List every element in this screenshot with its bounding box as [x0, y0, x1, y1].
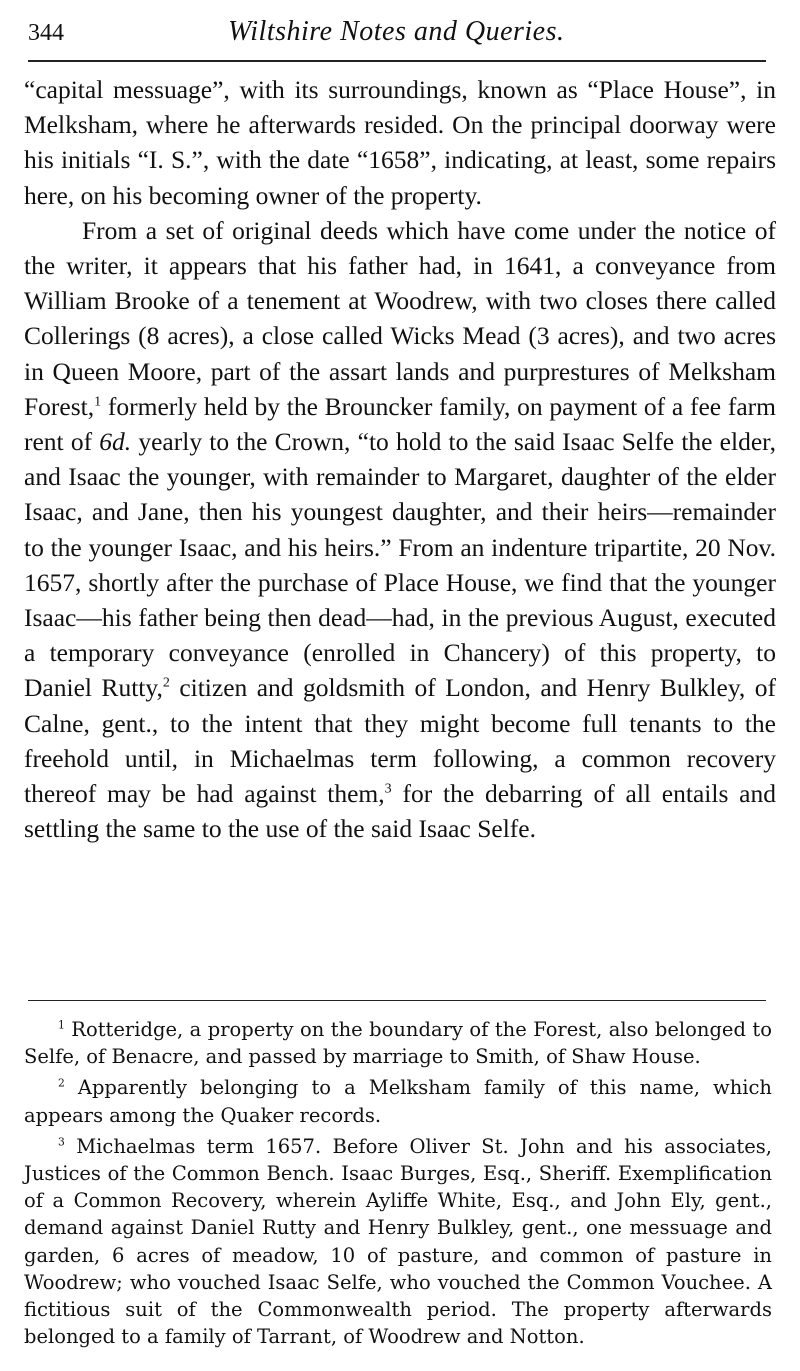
footnotes — [24, 1016, 772, 1354]
main-text — [24, 72, 776, 846]
paragraph-2-part-1: From a set of original deeds which have come under the notice of the writer, it appears that his father had, in 1641, a conveyance from William Brooke of a tenement at Woodrew, with two closes there called Collerings (8 acres), a close called Wicks Mead (3 acres), and two acres in Queen Moore, part of the assart lands and purprestures of Melksham Forest, — [24, 215, 776, 421]
footnote-3 — [24, 1133, 772, 1351]
page-number: 344 — [28, 20, 64, 46]
paragraph-2-part-3: yearly to the Crown, “to hold to the said Isaac Selfe the elder, and Isaac the younger, with remainder to Margaret, daughter of the elder Isaac, and Jane, then his youngest daughter, and their heirs—remainder to the younger Isaac, and his heirs.” From an indenture tripartite, 20 Nov. 1657, shortly after the purchase of Place House, we find that the younger Isaac—his father being then dead—had, in the previous August, executed a temporary conveyance (enrolled in Chancery) of this property, to Daniel Rutty, — [24, 427, 776, 703]
footnote-3-text: Michaelmas term 1657. Before Oliver St. John and his associates, Justices of the Common Bench. Isaac Burges, Esq., Sheriff. Exemplification of a Common Recovery, wherein Ayliffe White, Esq., and John Ely, gent., demand against Daniel Rutty and Henry Bulkley, gent., one messuage and garden, 6 acres of meadow, 10 of pasture, and common of pasture in Woodrew; who vouched Isaac Selfe, who vouched the Common Vouchee. A fictitious suit of the Commonwealth period. The property afterwards belonged to a family of Tarrant, of Woodrew and Notton. — [24, 1134, 772, 1349]
paragraph-2-part-2: formerly held by the Brouncker family, on payment of a fee farm rent of — [24, 391, 776, 457]
footnote-1 — [24, 1016, 772, 1070]
footnote-1-text: Rotteridge, a property on the boundary of the Forest, also belonged to Selfe, of Benacre, and passed by marriage to Smith, of Shaw House. — [24, 1018, 772, 1069]
footnote-ref-1: 1 — [94, 394, 102, 410]
footnote-ref-2: 2 — [162, 675, 170, 691]
paragraph-2 — [24, 213, 776, 847]
paragraph-2-part-4: citizen and goldsmith of London, and Henry Bulkley, of Calne, gent., to the intent that they might become full tenants to the freehold until, in Michaelmas term following, a common recovery thereof may be had against them, — [24, 673, 777, 809]
footnote-mark-2: 2 — [58, 1076, 65, 1090]
footnote-mark-1: 1 — [58, 1018, 65, 1032]
page-header — [28, 10, 770, 50]
footnote-2-text: Apparently belonging to a Melksham family of this name, which appears among the Quaker records. — [24, 1076, 772, 1127]
footnote-2 — [24, 1074, 772, 1128]
footnote-rule — [28, 1000, 766, 1001]
header-rule — [28, 60, 766, 62]
running-title: Wiltshire Notes and Queries. — [228, 16, 565, 47]
footnote-mark-3: 3 — [58, 1135, 65, 1149]
paragraph-1: “capital messuage”, with its surroundings, known as “Place House”, in Melksham, where he afterwards resided. On the principal doorway were his initials “I. S.”, with the date “1658”, indicating, at least, some repairs here, on his becoming owner of the property. — [24, 75, 776, 210]
footnote-ref-3: 3 — [384, 781, 392, 797]
currency-italic: 6d. — [99, 427, 132, 457]
paragraph-2-part-5: for the debarring of all entails and settling the same to the use of the said Isaac Selfe. — [24, 779, 776, 844]
